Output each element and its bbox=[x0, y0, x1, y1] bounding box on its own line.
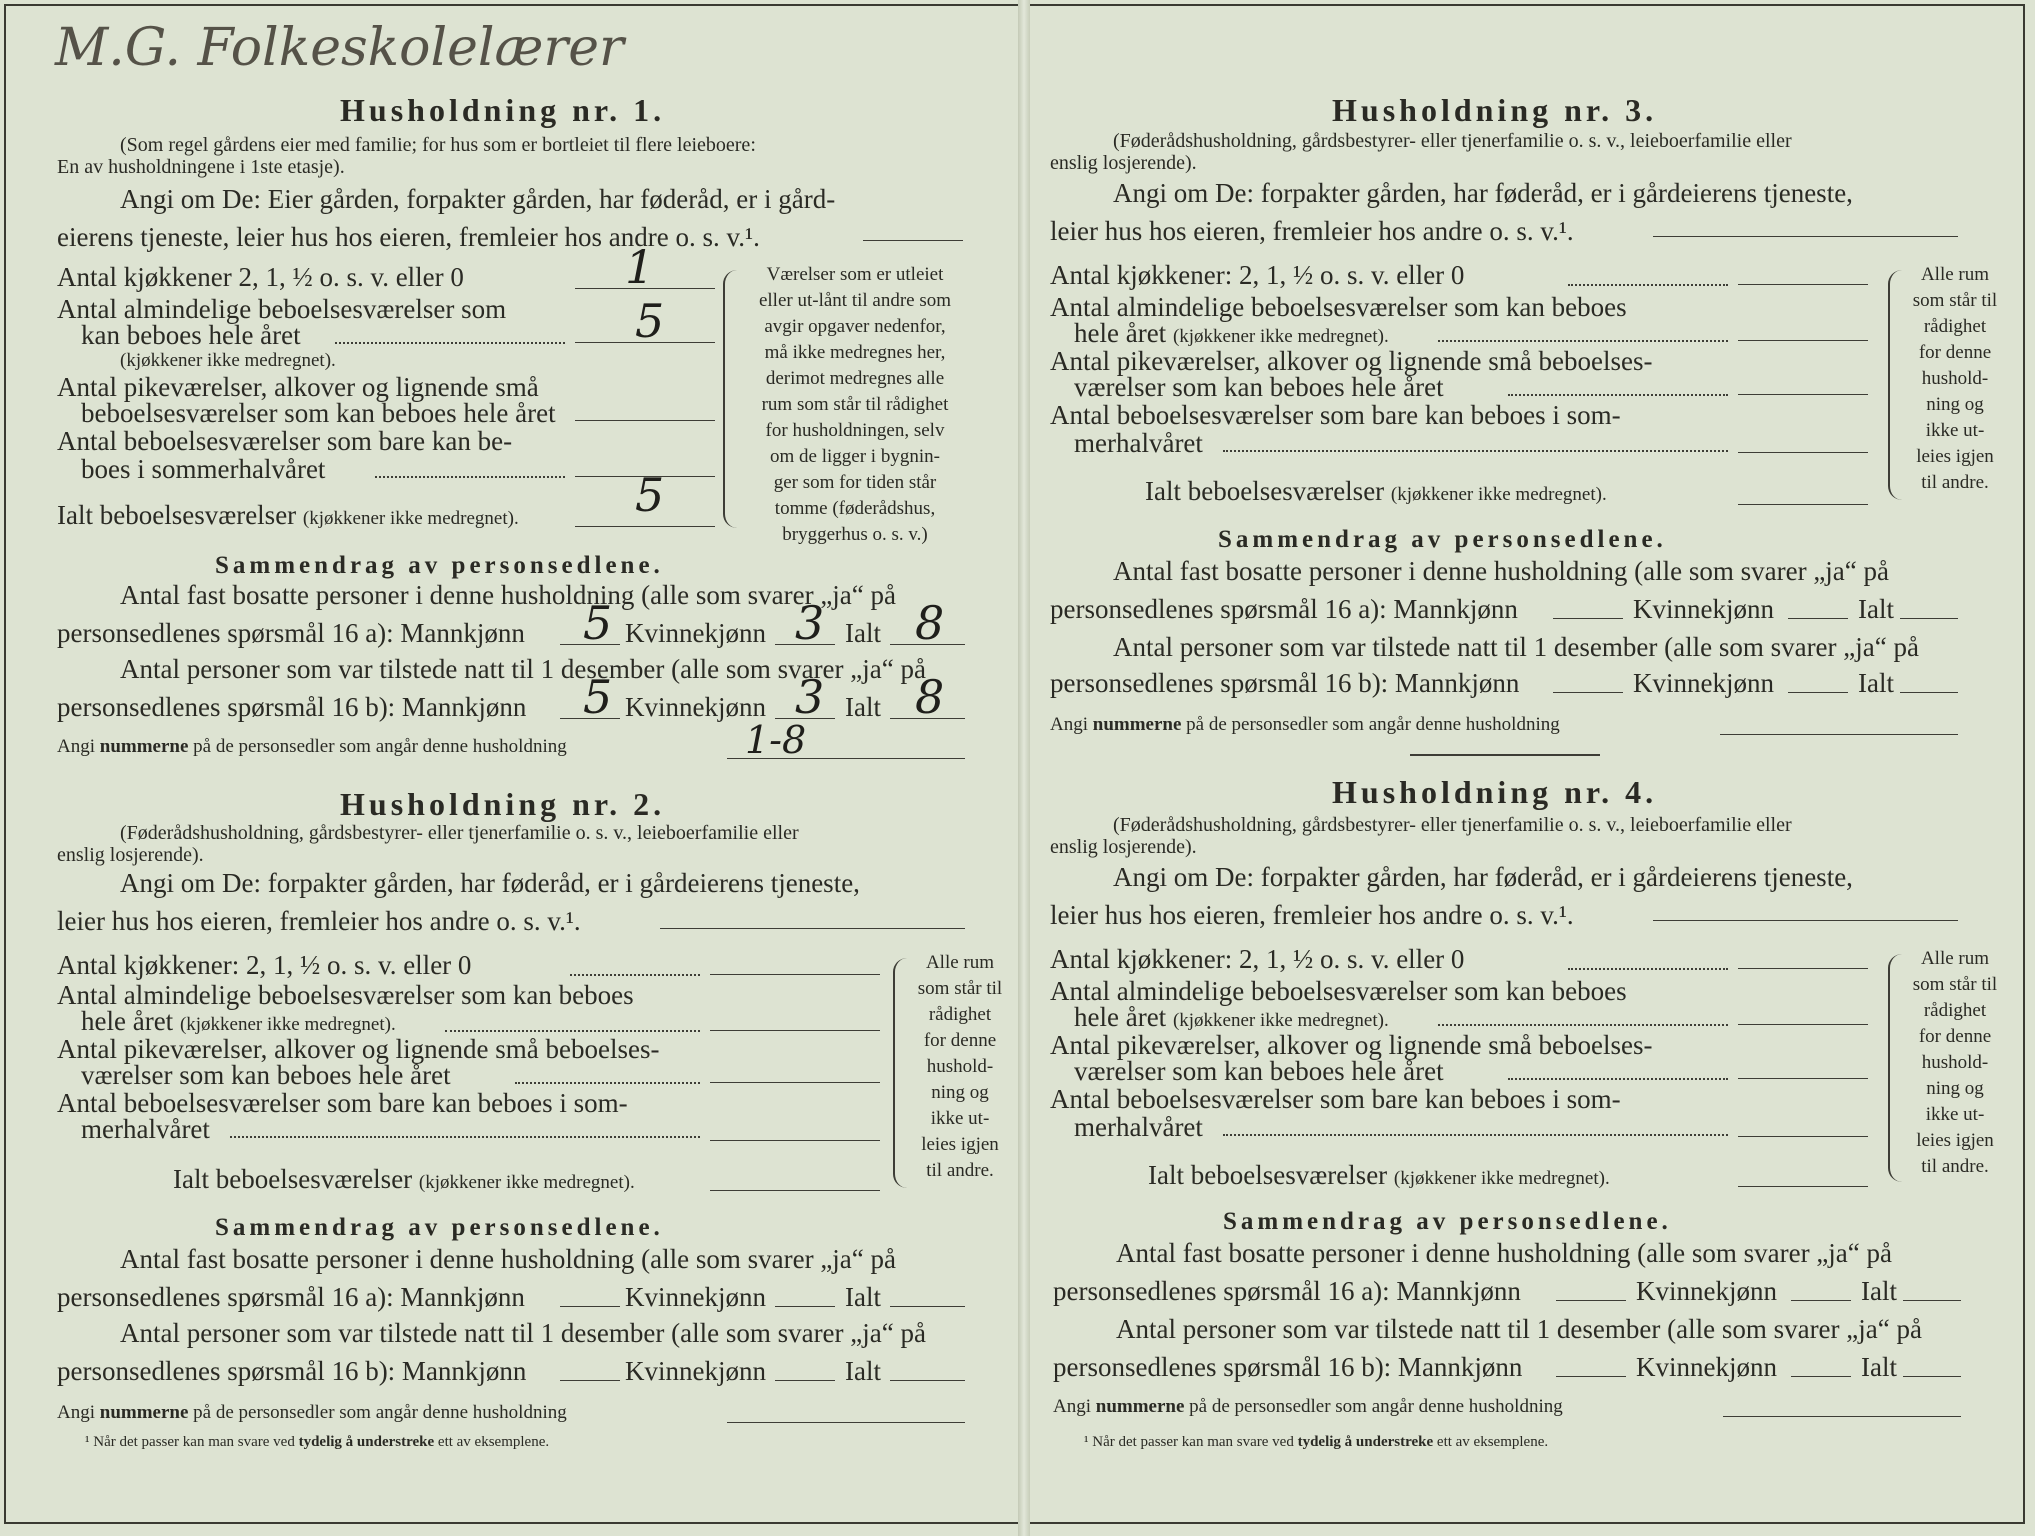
summary-16a-question: personsedlenes spørsmål 16 a): Mannkjønn bbox=[1050, 594, 1518, 624]
household-3-angi-line2: leier hus hos eieren, fremleier hos andre o. s. v.¹. bbox=[1050, 216, 1574, 246]
household-4-title: Husholdning nr. 4. bbox=[1332, 774, 1658, 810]
summary-16a-question: personsedlenes spørsmål 16 a): Mannkjønn bbox=[57, 1282, 525, 1312]
common-rooms-note: (kjøkkener ikke medregnet). bbox=[1172, 1010, 1389, 1031]
female-label: Kvinnekjønn bbox=[625, 1356, 766, 1386]
maid-rooms-label-1: Antal pikeværelser, alkover og lignende små beboelses- bbox=[1050, 1030, 1653, 1060]
common-rooms-label-2a: hele året bbox=[1074, 1002, 1173, 1032]
side-note-line: Alle rum bbox=[1920, 948, 1990, 969]
right-page bbox=[1048, 0, 1998, 1536]
household-2-summary-title: Sammendrag av personsedlene. bbox=[215, 1214, 664, 1241]
kitchens-label: Antal kjøkkener 2, 1, ½ o. s. v. eller 0 bbox=[57, 262, 464, 292]
maid-rooms-label-2: værelser som kan beboes hele året bbox=[1074, 372, 1444, 402]
dotted-leader bbox=[445, 1030, 700, 1032]
center-fold bbox=[1018, 0, 1030, 1536]
total-answer-line bbox=[890, 1306, 965, 1307]
male-answer-line bbox=[1553, 618, 1623, 619]
person-numbers-label-rest: på de personsedler som angår denne husholdning bbox=[188, 1402, 567, 1423]
household-1-note-line1: (Som regel gårdens eier med familie; for hus som er bortleiet til flere leieboere: bbox=[120, 134, 756, 156]
summary-16b-question: personsedlenes spørsmål 16 b): Mannkjønn bbox=[1053, 1352, 1523, 1382]
summary-16b-question: personsedlenes spørsmål 16 b): Mannkjønn bbox=[1050, 668, 1520, 698]
person-numbers-row bbox=[57, 1402, 567, 1424]
maid-rooms-label-2: værelser som kan beboes hele året bbox=[81, 1060, 451, 1090]
household-4-angi-line1: Angi om De: forpakter gården, har føderåd, er i gårdeierens tjeneste, bbox=[1113, 862, 1853, 892]
total-answer-line bbox=[1903, 1300, 1961, 1301]
common-rooms-note: (kjøkkener ikke medregnet). bbox=[120, 350, 336, 371]
section-divider bbox=[1410, 754, 1600, 756]
total-answer-line bbox=[1903, 1376, 1961, 1377]
summary-16b-text: Antal personer som var tilstede natt til 1 desember (alle som svarer „ja“ på bbox=[1116, 1314, 1922, 1344]
person-numbers-answer-line bbox=[1720, 734, 1958, 735]
side-note-line: rum som står til rådighet bbox=[761, 394, 949, 415]
household-2-side-note bbox=[905, 950, 1015, 1184]
summary-16b-female: 3 bbox=[795, 670, 825, 724]
summer-rooms-label-2: merhalvåret bbox=[1074, 428, 1203, 458]
household-3-side-note bbox=[1900, 262, 2010, 496]
kitchens-label: Antal kjøkkener: 2, 1, ½ o. s. v. eller 0 bbox=[1050, 944, 1465, 974]
footnote-text-end: ett av eksemplene. bbox=[434, 1434, 550, 1450]
left-page bbox=[55, 0, 1003, 1536]
dotted-leader bbox=[1508, 1078, 1728, 1080]
common-rooms-label-2 bbox=[1074, 318, 1389, 349]
summary-16a-text: Antal fast bosatte personer i denne husholdning (alle som svarer „ja“ på bbox=[1113, 556, 1889, 586]
summary-16a-text: Antal fast bosatte personer i denne husholdning (alle som svarer „ja“ på bbox=[1116, 1238, 1892, 1268]
total-label: Ialt bbox=[845, 692, 881, 722]
household-4-summary-title: Sammendrag av personsedlene. bbox=[1223, 1208, 1672, 1235]
maid-rooms-label-1: Antal pikeværelser, alkover og lignende små beboelses- bbox=[57, 1034, 660, 1064]
person-numbers-label-rest: på de personsedler som angår denne husholdning bbox=[1184, 1396, 1563, 1417]
common-rooms-label-1: Antal almindelige beboelsesværelser som kan beboes bbox=[1050, 976, 1627, 1006]
summary-16b-question: personsedlenes spørsmål 16 b): Mannkjønn bbox=[57, 692, 527, 722]
person-numbers-label: Angi bbox=[57, 736, 100, 757]
side-note-line: hushold- bbox=[1921, 368, 1989, 389]
side-note-line: hushold- bbox=[926, 1056, 994, 1077]
kitchens-answer-line bbox=[710, 974, 880, 975]
total-answer-line bbox=[1900, 618, 1958, 619]
kitchens-label: Antal kjøkkener: 2, 1, ½ o. s. v. eller 0 bbox=[1050, 260, 1465, 290]
side-note-line: ikke ut- bbox=[1925, 420, 1985, 441]
side-note-line: tomme (føderådshus, bbox=[774, 498, 936, 519]
summer-rooms-answer-line bbox=[1738, 1136, 1868, 1137]
summary-16a-question: personsedlenes spørsmål 16 a): Mannkjønn bbox=[57, 618, 525, 648]
footnote-text-end: ett av eksemplene. bbox=[1433, 1434, 1549, 1450]
male-answer-line bbox=[1556, 1376, 1626, 1377]
footnote-text: ¹ Når det passer kan man svare ved bbox=[1084, 1434, 1298, 1450]
handwritten-annotation: M.G. Folkeskolelærer bbox=[55, 18, 624, 78]
person-numbers-label-bold: nummerne bbox=[99, 736, 189, 757]
total-rooms-label: Ialt beboelsesværelser bbox=[1148, 1160, 1388, 1190]
total-rooms-note: (kjøkkener ikke medregnet). bbox=[1390, 484, 1607, 505]
answer-line bbox=[863, 240, 963, 241]
side-note-line: Værelser som er utleiet bbox=[766, 264, 944, 285]
dotted-leader bbox=[375, 476, 565, 478]
dotted-leader bbox=[515, 1082, 700, 1084]
female-label: Kvinnekjønn bbox=[625, 1282, 766, 1312]
side-note-line: Alle rum bbox=[1920, 264, 1990, 285]
total-rooms-row bbox=[1145, 476, 1607, 507]
household-3-note-line1: (Føderådshusholdning, gårdsbestyrer- eller tjenerfamilie o. s. v., leieboerfamilie eller bbox=[1113, 130, 1792, 152]
female-answer-line bbox=[775, 1306, 835, 1307]
person-numbers-row bbox=[1053, 1396, 1563, 1418]
common-rooms-label-1: Antal almindelige beboelsesværelser som kan beboes bbox=[1050, 292, 1627, 322]
total-rooms-note: (kjøkkener ikke medregnet). bbox=[418, 1172, 635, 1193]
dotted-leader bbox=[230, 1136, 700, 1138]
common-rooms-label-2a: hele året bbox=[81, 1006, 180, 1036]
side-note-line: ikke ut- bbox=[930, 1108, 990, 1129]
side-note-line: rådighet bbox=[1923, 1000, 1987, 1021]
summer-rooms-label-1: Antal beboelsesværelser som bare kan be- bbox=[57, 426, 513, 456]
female-answer-line bbox=[1788, 692, 1848, 693]
total-rooms-label: Ialt beboelsesværelser bbox=[57, 500, 297, 530]
household-2-note-line1: (Føderådshusholdning, gårdsbestyrer- eller tjenerfamilie o. s. v., leieboerfamilie eller bbox=[120, 822, 799, 844]
summary-16a-text: Antal fast bosatte personer i denne husholdning (alle som svarer „ja“ på bbox=[120, 580, 896, 610]
common-rooms-note: (kjøkkener ikke medregnet). bbox=[179, 1014, 396, 1035]
side-note-line: rådighet bbox=[1923, 316, 1987, 337]
summary-16b-male: 5 bbox=[583, 670, 613, 724]
male-answer-line bbox=[560, 1380, 620, 1381]
side-note-line: til andre. bbox=[1921, 472, 1989, 493]
maid-rooms-answer-line bbox=[710, 1082, 880, 1083]
common-rooms-answer-line bbox=[710, 1030, 880, 1031]
footnote bbox=[85, 1434, 549, 1451]
side-note-line: ning og bbox=[931, 1082, 989, 1103]
answer-line bbox=[1653, 236, 1958, 237]
household-1-title: Husholdning nr. 1. bbox=[340, 92, 666, 128]
side-note-line: må ikke medregnes her, bbox=[764, 342, 946, 363]
side-note-line: bryggerhus o. s. v.) bbox=[782, 524, 928, 545]
common-rooms-value: 5 bbox=[635, 294, 665, 348]
person-numbers-label: Angi bbox=[57, 1402, 100, 1423]
side-note-line: til andre. bbox=[926, 1160, 994, 1181]
household-4-side-note bbox=[1900, 946, 2010, 1180]
common-rooms-note: (kjøkkener ikke medregnet). bbox=[1172, 326, 1389, 347]
person-numbers-answer-line bbox=[1723, 1416, 1961, 1417]
female-label: Kvinnekjønn bbox=[625, 618, 766, 648]
summary-16a-male: 5 bbox=[583, 596, 613, 650]
side-note-line: ger som for tiden står bbox=[773, 472, 937, 493]
common-rooms-label-1: Antal almindelige beboelsesværelser som kan beboes bbox=[57, 980, 634, 1010]
footnote-bold: tydelig å understreke bbox=[298, 1434, 435, 1450]
summary-16a-text: Antal fast bosatte personer i denne husholdning (alle som svarer „ja“ på bbox=[120, 1244, 896, 1274]
person-numbers-label: Angi bbox=[1050, 714, 1093, 735]
household-2-angi-line1: Angi om De: forpakter gården, har føderåd, er i gårdeierens tjeneste, bbox=[120, 868, 860, 898]
female-label: Kvinnekjønn bbox=[1636, 1352, 1777, 1382]
total-rooms-note: (kjøkkener ikke medregnet). bbox=[302, 508, 519, 529]
side-note-line: for denne bbox=[1918, 342, 1992, 363]
female-label: Kvinnekjønn bbox=[1633, 668, 1774, 698]
total-rooms-label: Ialt beboelsesværelser bbox=[1145, 476, 1385, 506]
household-3-title: Husholdning nr. 3. bbox=[1332, 92, 1658, 128]
total-answer-line bbox=[890, 1380, 965, 1381]
maid-rooms-label-1: Antal pikeværelser, alkover og lignende små bbox=[57, 372, 539, 402]
male-answer-line bbox=[1556, 1300, 1626, 1301]
household-1-note-line2: En av husholdningene i 1ste etasje). bbox=[57, 156, 345, 178]
side-note-line: for husholdningen, selv bbox=[765, 420, 945, 441]
male-answer-line bbox=[560, 1306, 620, 1307]
household-2-title: Husholdning nr. 2. bbox=[340, 786, 666, 822]
side-note-line: som står til bbox=[1912, 290, 1998, 311]
total-answer-line bbox=[1900, 692, 1958, 693]
side-note-line: for denne bbox=[923, 1030, 997, 1051]
female-label: Kvinnekjønn bbox=[625, 692, 766, 722]
common-rooms-label-2 bbox=[1074, 1002, 1389, 1033]
kitchens-answer-line bbox=[1738, 284, 1868, 285]
summer-rooms-label-2: boes i sommerhalvåret bbox=[81, 454, 326, 484]
household-4-angi-line2: leier hus hos eieren, fremleier hos andre o. s. v.¹. bbox=[1050, 900, 1574, 930]
summary-16a-female: 3 bbox=[795, 596, 825, 650]
side-note-line: som står til bbox=[1912, 974, 1998, 995]
common-rooms-answer-line bbox=[1738, 340, 1868, 341]
answer-line bbox=[660, 928, 965, 929]
household-1-angi-line2: eierens tjeneste, leier hus hos eieren, fremleier hos andre o. s. v.¹. bbox=[57, 222, 760, 252]
person-numbers-label-rest: på de personsedler som angår denne husholdning bbox=[188, 736, 567, 757]
total-rooms-answer-line bbox=[575, 526, 715, 527]
person-numbers-label-bold: nummerne bbox=[99, 1402, 189, 1423]
side-note-line: for denne bbox=[1918, 1026, 1992, 1047]
total-rooms-row bbox=[173, 1164, 635, 1195]
maid-rooms-answer-line bbox=[575, 420, 715, 421]
maid-rooms-answer-line bbox=[1738, 394, 1868, 395]
male-answer-line bbox=[1553, 692, 1623, 693]
female-label: Kvinnekjønn bbox=[1636, 1276, 1777, 1306]
total-rooms-row bbox=[1148, 1160, 1610, 1191]
person-numbers-row bbox=[57, 736, 567, 758]
maid-rooms-label-1: Antal pikeværelser, alkover og lignende små beboelses- bbox=[1050, 346, 1653, 376]
side-note-line: ning og bbox=[1926, 1078, 1984, 1099]
person-numbers-row bbox=[1050, 714, 1560, 736]
dotted-leader bbox=[1508, 394, 1728, 396]
female-label: Kvinnekjønn bbox=[1633, 594, 1774, 624]
common-rooms-label-2 bbox=[81, 1006, 396, 1037]
dotted-leader bbox=[1223, 450, 1728, 452]
person-numbers-answer-line bbox=[727, 1422, 965, 1423]
side-note-line: leies igjen bbox=[921, 1134, 999, 1155]
person-numbers-value: 1-8 bbox=[745, 718, 807, 762]
summer-rooms-label-2: merhalvåret bbox=[1074, 1112, 1203, 1142]
maid-rooms-answer-line bbox=[1738, 1078, 1868, 1079]
common-rooms-label-2a: hele året bbox=[1074, 318, 1173, 348]
side-note-line: derimot medregnes alle bbox=[765, 368, 945, 389]
total-label: Ialt bbox=[845, 1356, 881, 1386]
summer-rooms-label-2: merhalvåret bbox=[81, 1114, 210, 1144]
footnote bbox=[1084, 1434, 1548, 1451]
summer-rooms-answer-line bbox=[1738, 452, 1868, 453]
maid-rooms-label-2: værelser som kan beboes hele året bbox=[1074, 1056, 1444, 1086]
dotted-leader bbox=[1568, 284, 1728, 286]
dotted-leader bbox=[1438, 1024, 1728, 1026]
summary-16b-text: Antal personer som var tilstede natt til 1 desember (alle som svarer „ja“ på bbox=[120, 1318, 926, 1348]
side-note-line: ikke ut- bbox=[1925, 1104, 1985, 1125]
total-rooms-answer-line bbox=[1738, 1186, 1868, 1187]
side-note-line: eller ut-lånt til andre som bbox=[758, 290, 952, 311]
summer-rooms-label-1: Antal beboelsesværelser som bare kan beboes i som- bbox=[1050, 1084, 1621, 1114]
household-2-angi-line2: leier hus hos eieren, fremleier hos andre o. s. v.¹. bbox=[57, 906, 581, 936]
female-answer-line bbox=[1791, 1300, 1851, 1301]
maid-rooms-label-2: beboelsesværelser som kan beboes hele året bbox=[81, 398, 556, 428]
person-numbers-label-bold: nummerne bbox=[1092, 714, 1182, 735]
common-rooms-answer-line bbox=[1738, 1024, 1868, 1025]
side-note-line: hushold- bbox=[1921, 1052, 1989, 1073]
side-note-line: som står til bbox=[917, 978, 1003, 999]
person-numbers-label-bold: nummerne bbox=[1095, 1396, 1185, 1417]
summary-16b-text: Antal personer som var tilstede natt til 1 desember (alle som svarer „ja“ på bbox=[1113, 632, 1919, 662]
total-rooms-answer-line bbox=[710, 1190, 880, 1191]
side-note-line: til andre. bbox=[1921, 1156, 1989, 1177]
household-4-note-line2: enslig losjerende). bbox=[1050, 836, 1197, 858]
household-1-angi-line1: Angi om De: Eier gården, forpakter gården, har føderåd, er i gård- bbox=[120, 184, 836, 214]
footnote-bold: tydelig å understreke bbox=[1297, 1434, 1434, 1450]
household-4-note-line1: (Føderådshusholdning, gårdsbestyrer- eller tjenerfamilie o. s. v., leieboerfamilie eller bbox=[1113, 814, 1792, 836]
summer-rooms-answer-line bbox=[710, 1140, 880, 1141]
total-rooms-row bbox=[57, 500, 519, 531]
summary-16b-text: Antal personer som var tilstede natt til 1 desember (alle som svarer „ja“ på bbox=[120, 654, 926, 684]
dotted-leader bbox=[335, 342, 565, 344]
household-3-note-line2: enslig losjerende). bbox=[1050, 152, 1197, 174]
summer-rooms-label-1: Antal beboelsesværelser som bare kan beboes i som- bbox=[57, 1088, 628, 1118]
footnote-text: ¹ Når det passer kan man svare ved bbox=[85, 1434, 299, 1450]
summer-rooms-label-1: Antal beboelsesværelser som bare kan beboes i som- bbox=[1050, 400, 1621, 430]
kitchens-answer-line bbox=[1738, 968, 1868, 969]
household-2-note-line2: enslig losjerende). bbox=[57, 844, 204, 866]
total-rooms-value: 5 bbox=[635, 468, 665, 522]
answer-line bbox=[1653, 920, 1958, 921]
dotted-leader bbox=[1223, 1134, 1728, 1136]
female-answer-line bbox=[1788, 618, 1848, 619]
dotted-leader bbox=[1438, 340, 1728, 342]
kitchens-label: Antal kjøkkener: 2, 1, ½ o. s. v. eller 0 bbox=[57, 950, 472, 980]
total-label: Ialt bbox=[1858, 594, 1894, 624]
household-1-summary-title: Sammendrag av personsedlene. bbox=[215, 552, 664, 579]
female-answer-line bbox=[775, 1380, 835, 1381]
household-3-summary-title: Sammendrag av personsedlene. bbox=[1218, 526, 1667, 553]
kitchens-value: 1 bbox=[625, 240, 655, 294]
side-note-line: om de ligger i bygnin- bbox=[770, 446, 940, 467]
dotted-leader bbox=[1568, 968, 1728, 970]
total-label: Ialt bbox=[1861, 1352, 1897, 1382]
side-note-line: avgir opgaver nedenfor, bbox=[764, 316, 946, 337]
total-label: Ialt bbox=[845, 618, 881, 648]
total-label: Ialt bbox=[1861, 1276, 1897, 1306]
household-1-side-note bbox=[735, 262, 975, 548]
household-3-angi-line1: Angi om De: forpakter gården, har føderåd, er i gårdeierens tjeneste, bbox=[1113, 178, 1853, 208]
side-note-line: ning og bbox=[1926, 394, 1984, 415]
summary-16a-question: personsedlenes spørsmål 16 a): Mannkjønn bbox=[1053, 1276, 1521, 1306]
total-label: Ialt bbox=[1858, 668, 1894, 698]
person-numbers-label-rest: på de personsedler som angår denne husholdning bbox=[1181, 714, 1560, 735]
total-label: Ialt bbox=[845, 1282, 881, 1312]
common-rooms-label-2: kan beboes hele året bbox=[81, 320, 301, 350]
female-answer-line bbox=[1791, 1376, 1851, 1377]
dotted-leader bbox=[570, 974, 700, 976]
side-note-line: Alle rum bbox=[925, 952, 995, 973]
summary-16b-question: personsedlenes spørsmål 16 b): Mannkjønn bbox=[57, 1356, 527, 1386]
side-note-line: rådighet bbox=[928, 1004, 992, 1025]
side-note-line: leies igjen bbox=[1916, 446, 1994, 467]
total-rooms-answer-line bbox=[1738, 504, 1868, 505]
total-rooms-label: Ialt beboelsesværelser bbox=[173, 1164, 413, 1194]
summary-16b-total: 8 bbox=[915, 670, 945, 724]
common-rooms-label-1: Antal almindelige beboelsesværelser som bbox=[57, 294, 507, 324]
total-rooms-note: (kjøkkener ikke medregnet). bbox=[1393, 1168, 1610, 1189]
side-note-line: leies igjen bbox=[1916, 1130, 1994, 1151]
summary-16a-total: 8 bbox=[915, 596, 945, 650]
person-numbers-label: Angi bbox=[1053, 1396, 1096, 1417]
